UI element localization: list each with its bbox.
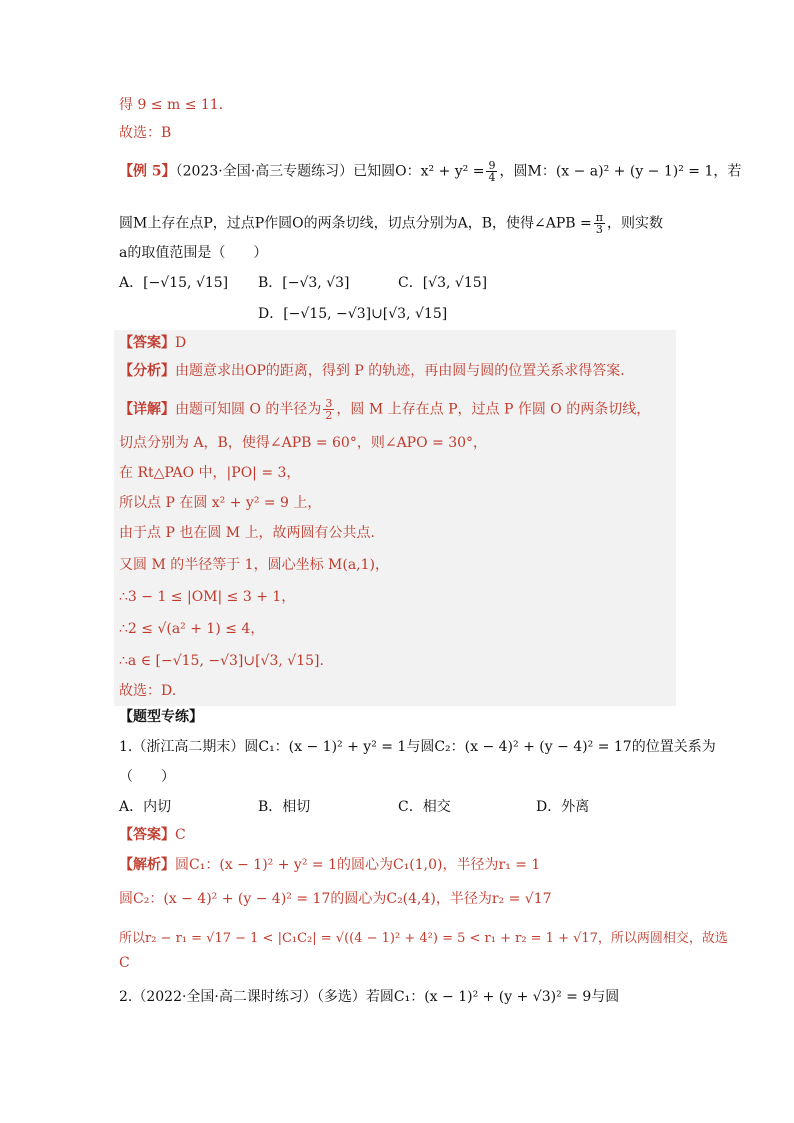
solution-detail-7: ∴3 − 1 ≤ |OM| ≤ 3 + 1， [119,589,296,605]
example5-line1 [119,160,741,183]
frac-den: 2 [325,409,333,422]
frac-num: 3 [325,397,333,410]
analysis-text: 由题意求出OP的距离，得到 P 的轨迹，再由圆与圆的位置关系求得答案． [175,363,635,379]
frac-den: 3 [595,223,603,236]
solution-detail-8: ∴2 ≤ √(a² + 1) ≤ 4， [119,621,265,637]
solution-detail-5: 由于点 P 也在圆 M 上，故两圆有公共点. [119,525,376,541]
practice-q1-option-c: C．相交 [398,799,451,815]
solution-analysis [119,362,634,380]
practice-q1-paren: （ ） [119,769,175,785]
detail-d1b: ，圆 M 上存在点 P，过点 P 作圆 O 的两条切线， [336,401,651,418]
example5-source: （2023·全国·高三专题练习） [175,163,354,180]
solution-detail-10: 故选：D. [119,683,177,699]
practice-heading: 【题型专练】 [119,709,203,725]
practice-q1-option-d: D．外离 [536,799,590,815]
solution-detail-3: 在 Rt△PAO 中，|PO| = 3， [119,465,301,481]
example5-line3: a的取值范围是（ ） [119,245,268,261]
solution-s1: 圆C₁：(x − 1)² + y² = 1的圆心为C₁(1,0)，半径为r₁ = 1 [175,857,541,873]
example5-q1a: 已知圆O：x² + y² = [353,163,485,180]
prev-choice: 故选：B [119,125,172,141]
frac-num: 9 [488,159,496,172]
frac-num: π [595,211,604,224]
example5-q2a: 圆M上存在点P，过点P作圆O的两条切线，切点分别为A，B，使得∠APB = [119,215,592,232]
practice-q1-solution-3: 所以r₂ − r₁ = √17 − 1 < |C₁C₂| = √((4 − 1)² + 4²) = 5 < r₁ + r₂ = 1 + √17，所以两圆相交，故选 [119,931,728,946]
analysis-label: 【分析】 [119,363,175,379]
example5-option-b: B．[−√3, √3] [258,275,350,291]
example5-q1b: ，圆M：(x − a)² + (y − 1)² = 1，若 [499,163,742,180]
example5-frac1 [486,160,497,183]
practice-q1-option-a: A．内切 [119,799,172,815]
example5-label: 【例 5】 [119,163,176,180]
answer-value: C [175,827,186,843]
example5-option-c: C．[√3, √15] [398,275,488,291]
example5-line2 [119,212,663,235]
answer-value: D [175,335,187,351]
solution-detail-6: 又圆 M 的半径等于 1，圆心坐标 M(a,1)， [119,557,390,573]
solution-detail-4: 所以点 P 在圆 x² + y² = 9 上， [119,495,322,511]
practice-q1-solution-1 [119,856,540,874]
solution-detail-2: 切点分别为 A，B，使得∠APB = 60°，则∠APO = 30°， [119,435,488,451]
solution-box [114,330,676,706]
solution-answer [119,334,186,352]
analysis-label: 【解析】 [119,857,175,873]
example5-q2b: ，则实数 [607,215,664,232]
answer-label: 【答案】 [119,827,175,843]
answer-label: 【答案】 [119,335,175,351]
solution-detail-1 [119,398,650,421]
detail-d1a: 由题可知圆 O 的半径为 [175,401,322,418]
practice-q2: 2.（2022·全国·高二课时练习）（多选）若圆C₁：(x − 1)² + (y + √3)² = 9与圆 [119,989,620,1005]
practice-q1-solution-2: 圆C₂：(x − 4)² + (y − 4)² = 17的圆心为C₂(4,4)，半径为r₂ = √17 [119,891,552,907]
practice-q1: 1.（浙江高二期末）圆C₁：(x − 1)² + y² = 1与圆C₂：(x − 4)² + (y − 4)² = 17的位置关系为 [119,739,716,755]
practice-q1-solution-3b: C [119,955,130,971]
detail-label: 【详解】 [119,401,175,418]
example5-frac2 [594,212,605,235]
practice-q1-option-b: B．相切 [258,799,311,815]
prev-result: 得 9 ≤ m ≤ 11． [119,97,233,113]
example5-option-a: A．[−√15, √15] [119,275,229,291]
solution-detail-9: ∴a ∈ [−√15, −√3]∪[√3, √15]. [119,653,324,669]
frac-den: 4 [488,171,496,184]
detail-frac [323,398,334,421]
example5-option-d: D．[−√15, −√3]∪[√3, √15] [258,306,448,322]
practice-q1-answer [119,826,186,844]
